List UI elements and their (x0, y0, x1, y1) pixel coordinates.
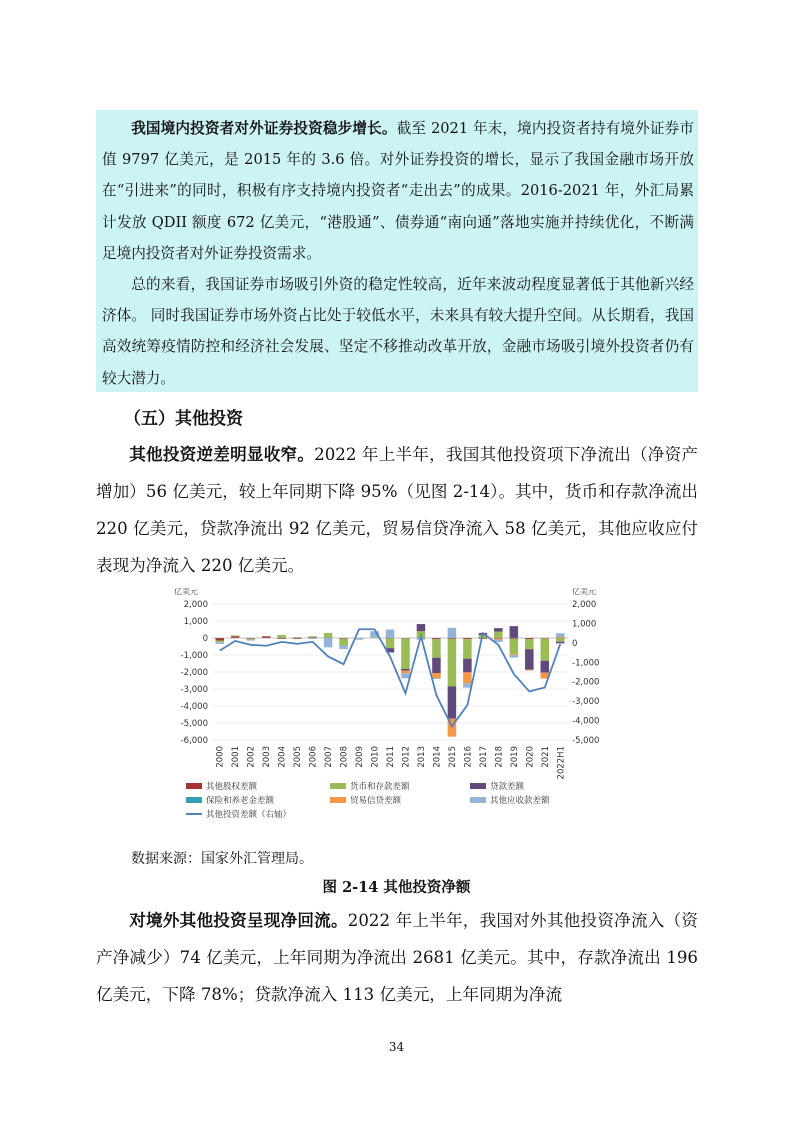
bar-segment (215, 641, 224, 643)
category-label: 2019 (509, 746, 520, 768)
highlight-box (96, 110, 698, 392)
left-tick-label: -6,000 (180, 736, 208, 746)
legend-label: 其他应收款差额 (490, 796, 550, 806)
legend-label: 其他股权差额 (206, 782, 258, 792)
category-label: 2017 (478, 746, 489, 768)
bar-segment (556, 638, 565, 642)
left-tick-label: -5,000 (180, 719, 208, 729)
bar-segment (246, 639, 255, 640)
bar-segment (231, 635, 240, 636)
section-heading: （五）其他投资 (124, 409, 243, 429)
bar-segment (339, 646, 348, 649)
paragraph-outward-investment (96, 902, 698, 1013)
bar-segment (215, 642, 224, 644)
bar-segment (401, 671, 410, 674)
legend-label: 其他投资差额（右轴） (206, 810, 292, 820)
bar-segment (510, 654, 519, 655)
left-tick-label: -2,000 (180, 668, 208, 678)
category-label: 2008 (339, 746, 350, 768)
paragraph-other-investment (96, 436, 698, 584)
data-source: 数据来源：国家外汇管理局。 (131, 851, 313, 867)
bar-segment (525, 670, 534, 671)
box-paragraph-1-lead: 我国境内投资者对外证券投资稳步增长。 (131, 120, 397, 137)
category-label: 2020 (525, 746, 536, 768)
box-paragraph-2: 总的来看，我国证券市场吸引外资的稳定性较高，近年来波动程度显著低于其他新兴经济体。 同时我国证券市场外资占比处于较低水平，未来具有较大提升空间。从长期看，我国高效统筹疫情防控和经济社会发展、坚定不移推动改革开放，金融市场吸引境外投资者仍有较大潜力。 (102, 276, 694, 387)
bar-segment (339, 639, 348, 646)
bar-segment (277, 635, 286, 638)
bar-segment (386, 638, 395, 648)
legend-label: 保险和养老金差额 (206, 796, 275, 806)
right-tick-label: -4,000 (572, 716, 600, 727)
bar-segment (324, 638, 333, 647)
category-label: 2013 (416, 746, 427, 768)
bar-segment (386, 630, 395, 639)
paragraph-outward-investment-lead: 对境外其他投资呈现净回流。 (129, 910, 348, 930)
right-tick-label: -5,000 (572, 736, 600, 746)
paragraph-outward-investment-text: 2022 年上半年，我国对外其他投资净流入（资产净减少）74 亿美元，上年同期为净流出 2681 亿美元。其中，存款净流出 196 亿美元，下降 78%；贷款净流入 113 亿美元，上年同期为净流 (96, 911, 698, 1004)
left-tick-label: 1,000 (183, 617, 208, 627)
bar-segment (401, 673, 410, 678)
category-label: 2021 (540, 746, 551, 768)
right-tick-label: -3,000 (572, 697, 600, 708)
legend-swatch (186, 783, 202, 789)
bar-segment (432, 673, 441, 678)
left-tick-label: 2,000 (183, 600, 208, 610)
paragraph-other-investment-text: 2022 年上半年，我国其他投资项下净流出（净资产增加）56 亿美元，较上年同期下降 95%（见图 2-14）。其中，货币和存款净流出 220 亿美元，贷款净流出 92 亿美元，贸易信贷净流入 58 亿美元，其他应收应付表现为净流入 220 亿美元。 (96, 445, 698, 575)
category-label: 2010 (370, 746, 381, 768)
category-label: 2002 (246, 746, 257, 768)
bar-segment (510, 639, 519, 654)
legend-swatch (470, 797, 486, 803)
bar-segment (510, 626, 519, 638)
legend-swatch (470, 783, 486, 789)
bar-segment (401, 669, 410, 671)
category-label: 2000 (215, 746, 226, 768)
bar-segment (215, 638, 224, 641)
bar-segment (556, 633, 565, 637)
bar-segment (494, 628, 503, 631)
category-label: 2005 (293, 746, 304, 768)
legend-label: 货币和存款差额 (350, 782, 410, 792)
bar-segment (432, 678, 441, 679)
bar-segment (432, 639, 441, 658)
category-label: 2018 (494, 746, 505, 768)
figure-caption: 图 2-14 其他投资净额 (322, 879, 471, 896)
category-label: 2015 (447, 746, 458, 768)
bar-segment (510, 655, 519, 658)
left-tick-label: -3,000 (180, 685, 208, 695)
box-paragraph-1 (96, 110, 698, 269)
bar-segment (525, 639, 534, 649)
right-tick-label: 2,000 (572, 600, 597, 610)
bar-segment (432, 658, 441, 673)
left-axis-unit: 亿美元 (174, 588, 198, 596)
bar-segment (401, 638, 410, 669)
legend-label: 贷款差额 (490, 782, 525, 792)
bar-segment (308, 636, 317, 637)
bar-segment (494, 632, 503, 638)
left-tick-label: 0 (202, 634, 208, 644)
category-label: 2001 (231, 746, 242, 768)
other-investment-chart (160, 588, 600, 838)
bar-segment (448, 686, 457, 718)
bar-segment (556, 642, 565, 644)
bar-segment (246, 640, 255, 641)
category-label: 2006 (308, 746, 319, 768)
bar-segment (525, 649, 534, 669)
bar-segment (417, 624, 426, 631)
bar-segment (324, 633, 333, 638)
legend-swatch (186, 797, 202, 803)
category-label: 2009 (355, 746, 366, 768)
bar-segment (448, 628, 457, 638)
bar-segment (463, 659, 472, 673)
category-label: 2003 (262, 746, 273, 768)
category-label: 2014 (432, 746, 443, 768)
category-label: 2012 (401, 746, 412, 768)
bar-segment (463, 639, 472, 659)
category-label: 2011 (386, 746, 396, 768)
category-label: 2004 (277, 746, 288, 768)
left-tick-label: -1,000 (180, 651, 208, 661)
legend-swatch (330, 797, 346, 803)
legend-swatch (330, 783, 346, 789)
bar-segment (463, 672, 472, 683)
bar-segment (494, 639, 503, 640)
right-tick-label: -2,000 (572, 677, 600, 688)
legend-label: 贸易信贷差额 (350, 796, 402, 806)
right-tick-label: 1,000 (572, 619, 597, 630)
box-paragraph-1-text: 截至 2021 年末，境内投资者持有境外证券市值 9797 亿美元，是 2015 年的 3.6 倍。对外证券投资的增长，显示了我国金融市场开放在“引进来”的同时，积极有序支持境内投资者“走出去”的成果。2016-2021 年，外汇局累计发放 QDII 额度 672 亿美元，“港股通”、债券通“南向通”落地实施并持续优化，不断满足境内投资者对外证券投资需求。 (102, 120, 694, 262)
left-tick-label: -4,000 (180, 702, 208, 712)
right-tick-label: -1,000 (572, 658, 600, 669)
bar-segment (541, 661, 550, 673)
right-tick-label: 0 (572, 638, 578, 649)
category-label: 2016 (463, 746, 474, 768)
paragraph-other-investment-lead: 其他投资逆差明显收窄。 (129, 444, 315, 464)
right-axis-unit: 亿美元 (572, 588, 596, 596)
bar-segment (448, 639, 457, 687)
category-label: 2007 (324, 746, 335, 768)
page-number: 34 (388, 1040, 405, 1054)
bar-segment (541, 639, 550, 661)
category-label: 2022H1 (556, 746, 567, 780)
